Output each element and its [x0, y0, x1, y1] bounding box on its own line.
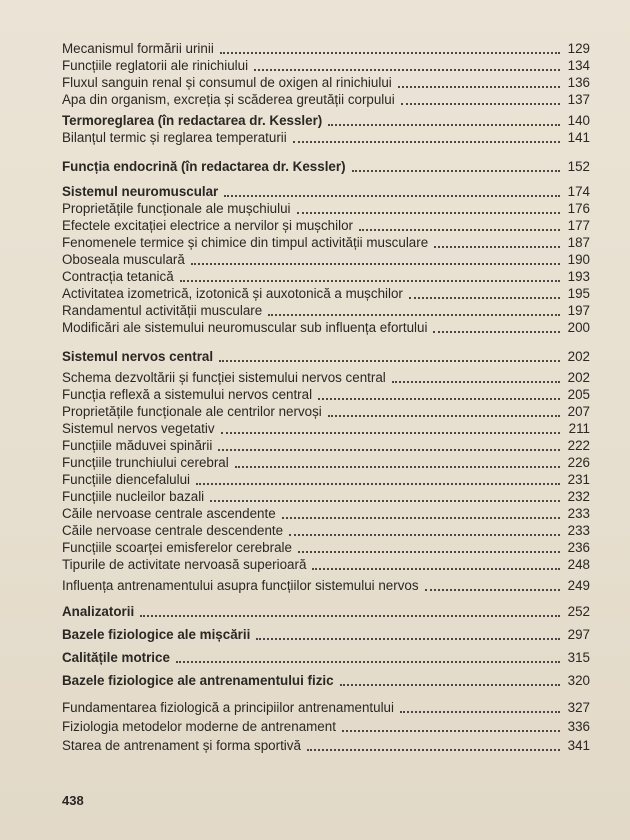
dot-leader	[218, 449, 560, 451]
toc-entry-title: Fiziologia metodelor moderne de antrenament	[62, 719, 336, 734]
toc-entry-title: Funcțiile trunchiului cerebral	[62, 455, 229, 470]
toc-entry	[62, 74, 590, 91]
table-of-contents	[62, 40, 590, 754]
dot-leader	[433, 331, 560, 333]
toc-entry	[62, 577, 590, 594]
toc-entry-title: Mecanismul formării urinii	[62, 41, 214, 56]
toc-entry-page: 136	[567, 75, 590, 90]
toc-entry-page: 176	[567, 201, 590, 216]
toc-entry-title: Oboseala musculară	[62, 252, 185, 267]
toc-section-heading	[62, 112, 590, 129]
toc-entry-title: Sistemul neuromuscular	[62, 184, 219, 199]
toc-entry	[62, 129, 590, 146]
dot-leader	[359, 229, 560, 231]
toc-entry-page: 320	[567, 673, 590, 688]
toc-entry	[62, 437, 590, 454]
dot-leader	[289, 534, 560, 536]
toc-entry-page: 207	[567, 404, 590, 419]
toc-entry-page: 236	[567, 540, 590, 555]
toc-entry	[62, 369, 590, 386]
toc-entry-page: 134	[567, 58, 590, 73]
toc-entry-page: 129	[567, 41, 590, 56]
dot-leader	[425, 589, 560, 591]
toc-entry-title: Proprietățile funcționale ale centrilor nervoși	[62, 404, 322, 419]
toc-entry-title: Fluxul sanguin renal și consumul de oxigen al rinichiului	[62, 75, 392, 90]
toc-entry	[62, 285, 590, 302]
toc-entry-title: Contracția tetanică	[62, 269, 174, 284]
dot-leader	[180, 280, 560, 282]
toc-entry-title: Funcția endocrină (în redactarea dr. Kessler)	[62, 159, 346, 174]
toc-entry	[62, 471, 590, 488]
dot-leader	[342, 730, 560, 732]
toc-entry-page: 200	[567, 320, 590, 335]
toc-entry	[62, 91, 590, 108]
toc-entry-title: Schema dezvoltării și funcției sistemului nervos central	[62, 370, 386, 385]
dot-leader	[400, 711, 560, 713]
dot-leader	[328, 415, 560, 417]
page-number: 438	[62, 793, 84, 808]
toc-entry-title: Termoreglarea (în redactarea dr. Kessler)	[62, 113, 323, 128]
toc-entry-title: Proprietățile funcționale ale mușchiului	[62, 201, 291, 216]
toc-entry-title: Bilanțul termic și reglarea temperaturii	[62, 130, 287, 145]
toc-entry-title: Starea de antrenament și forma sportivă	[62, 738, 301, 753]
toc-entry-title: Fenomenele termice și chimice din timpul activității musculare	[62, 235, 429, 250]
toc-entry	[62, 386, 590, 403]
toc-entry-title: Efectele excitației electrice a nervilor și mușchilor	[62, 218, 353, 233]
toc-entry-page: 174	[567, 184, 590, 199]
toc-entry-page: 297	[567, 627, 590, 642]
toc-entry-page: 190	[567, 252, 590, 267]
toc-entry-title: Funcțiile scoarței emisferelor cerebrale	[62, 540, 292, 555]
toc-section-heading	[62, 603, 590, 620]
toc-entry-page: 187	[567, 235, 590, 250]
toc-section-heading	[62, 183, 590, 200]
toc-entry-title: Apa din organism, excreția și scăderea greutății corpului	[62, 92, 395, 107]
toc-entry-title: Funcțiile măduvei spinării	[62, 438, 213, 453]
toc-entry-page: 140	[567, 113, 590, 128]
toc-entry	[62, 522, 590, 539]
toc-entry-title: Funcțiile nucleilor bazali	[62, 489, 205, 504]
toc-section-heading	[62, 649, 590, 666]
toc-entry-page: 211	[568, 421, 590, 436]
toc-entry-page: 137	[567, 92, 590, 107]
toc-entry-page: 231	[567, 472, 590, 487]
toc-entry	[62, 40, 590, 57]
toc-entry	[62, 319, 590, 336]
toc-entry-page: 232	[567, 489, 590, 504]
toc-entry-title: Funcțiile diencefalului	[62, 472, 191, 487]
toc-entry	[62, 454, 590, 471]
toc-entry-title: Activitatea izometrică, izotonică și auxotonică a mușchilor	[62, 286, 403, 301]
toc-entry	[62, 488, 590, 505]
dot-leader	[196, 483, 560, 485]
toc-entry	[62, 268, 590, 285]
toc-entry-page: 341	[567, 738, 590, 753]
toc-entry-page: 249	[567, 578, 590, 593]
toc-entry	[62, 699, 590, 716]
toc-entry	[62, 217, 590, 234]
toc-entry-title: Sistemul nervos central	[62, 349, 214, 364]
toc-entry-title: Influența antrenamentului asupra funcțiilor sistemului nervos	[62, 578, 419, 593]
toc-entry-title: Analizatorii	[62, 604, 135, 619]
dot-leader	[392, 381, 560, 383]
dot-leader	[297, 212, 560, 214]
toc-entry-title: Bazele fiziologice ale mișcării	[62, 627, 251, 642]
dot-leader	[224, 195, 560, 197]
toc-entry	[62, 737, 590, 754]
toc-entry-page: 205	[567, 387, 590, 402]
dot-leader	[352, 170, 560, 172]
toc-entry-page: 195	[567, 286, 590, 301]
toc-entry-title: Căile nervoase centrale ascendente	[62, 506, 276, 521]
toc-entry-page: 233	[567, 523, 590, 538]
toc-section-heading	[62, 158, 590, 175]
dot-leader	[340, 684, 560, 686]
toc-entry-title: Bazele fiziologice ale antrenamentului fizic	[62, 673, 334, 688]
dot-leader	[210, 500, 560, 502]
toc-entry	[62, 539, 590, 556]
toc-entry	[62, 556, 590, 573]
dot-leader	[176, 661, 560, 663]
toc-entry-page: 222	[567, 438, 590, 453]
dot-leader	[191, 263, 560, 265]
toc-entry-title: Căile nervoase centrale descendente	[62, 523, 284, 538]
dot-leader	[434, 246, 560, 248]
dot-leader	[254, 69, 560, 71]
toc-entry-page: 327	[567, 700, 590, 715]
dot-leader	[318, 398, 560, 400]
toc-entry-page: 202	[567, 370, 590, 385]
toc-entry-page: 248	[567, 557, 590, 572]
dot-leader	[220, 52, 560, 54]
dot-leader	[140, 615, 560, 617]
toc-entry-page: 197	[567, 303, 590, 318]
dot-leader	[409, 297, 560, 299]
dot-leader	[219, 360, 560, 362]
dot-leader	[256, 638, 560, 640]
toc-entry	[62, 420, 590, 437]
toc-entry-page: 336	[567, 719, 590, 734]
toc-entry-page: 177	[567, 218, 590, 233]
toc-entry-page: 202	[567, 349, 590, 364]
toc-entry-page: 193	[567, 269, 590, 284]
toc-entry	[62, 57, 590, 74]
dot-leader	[328, 124, 560, 126]
toc-entry-page: 152	[567, 159, 590, 174]
toc-entry-page: 141	[567, 130, 590, 145]
toc-entry-title: Calitățile motrice	[62, 650, 170, 665]
toc-entry	[62, 403, 590, 420]
toc-entry-title: Randamentul activității musculare	[62, 303, 263, 318]
dot-leader	[293, 141, 560, 143]
toc-entry-page: 252	[567, 604, 590, 619]
dot-leader	[221, 432, 560, 434]
toc-section-heading	[62, 626, 590, 643]
toc-entry-title: Funcția reflexă a sistemului nervos central	[62, 387, 313, 402]
dot-leader	[235, 466, 560, 468]
toc-entry-title: Modificări ale sistemului neuromuscular sub influența efortului	[62, 320, 428, 335]
dot-leader	[401, 103, 560, 105]
toc-entry-title: Fundamentarea fiziologică a principiilor antrenamentului	[62, 700, 394, 715]
toc-entry-page: 226	[567, 455, 590, 470]
toc-entry	[62, 251, 590, 268]
toc-entry-page: 233	[567, 506, 590, 521]
toc-entry	[62, 505, 590, 522]
toc-entry-title: Funcțiile reglatorii ale rinichiului	[62, 58, 249, 73]
toc-entry-title: Sistemul nervos vegetativ	[62, 421, 215, 436]
toc-section-heading	[62, 672, 590, 689]
toc-entry-page: 315	[567, 650, 590, 665]
toc-entry	[62, 200, 590, 217]
dot-leader	[312, 568, 560, 570]
dot-leader	[298, 551, 560, 553]
dot-leader	[398, 86, 560, 88]
toc-entry-title: Tipurile de activitate nervoasă superioară	[62, 557, 307, 572]
toc-section-heading	[62, 348, 590, 365]
toc-entry	[62, 302, 590, 319]
toc-entry	[62, 234, 590, 251]
dot-leader	[307, 749, 560, 751]
dot-leader	[282, 517, 560, 519]
dot-leader	[268, 314, 560, 316]
toc-entry	[62, 718, 590, 735]
